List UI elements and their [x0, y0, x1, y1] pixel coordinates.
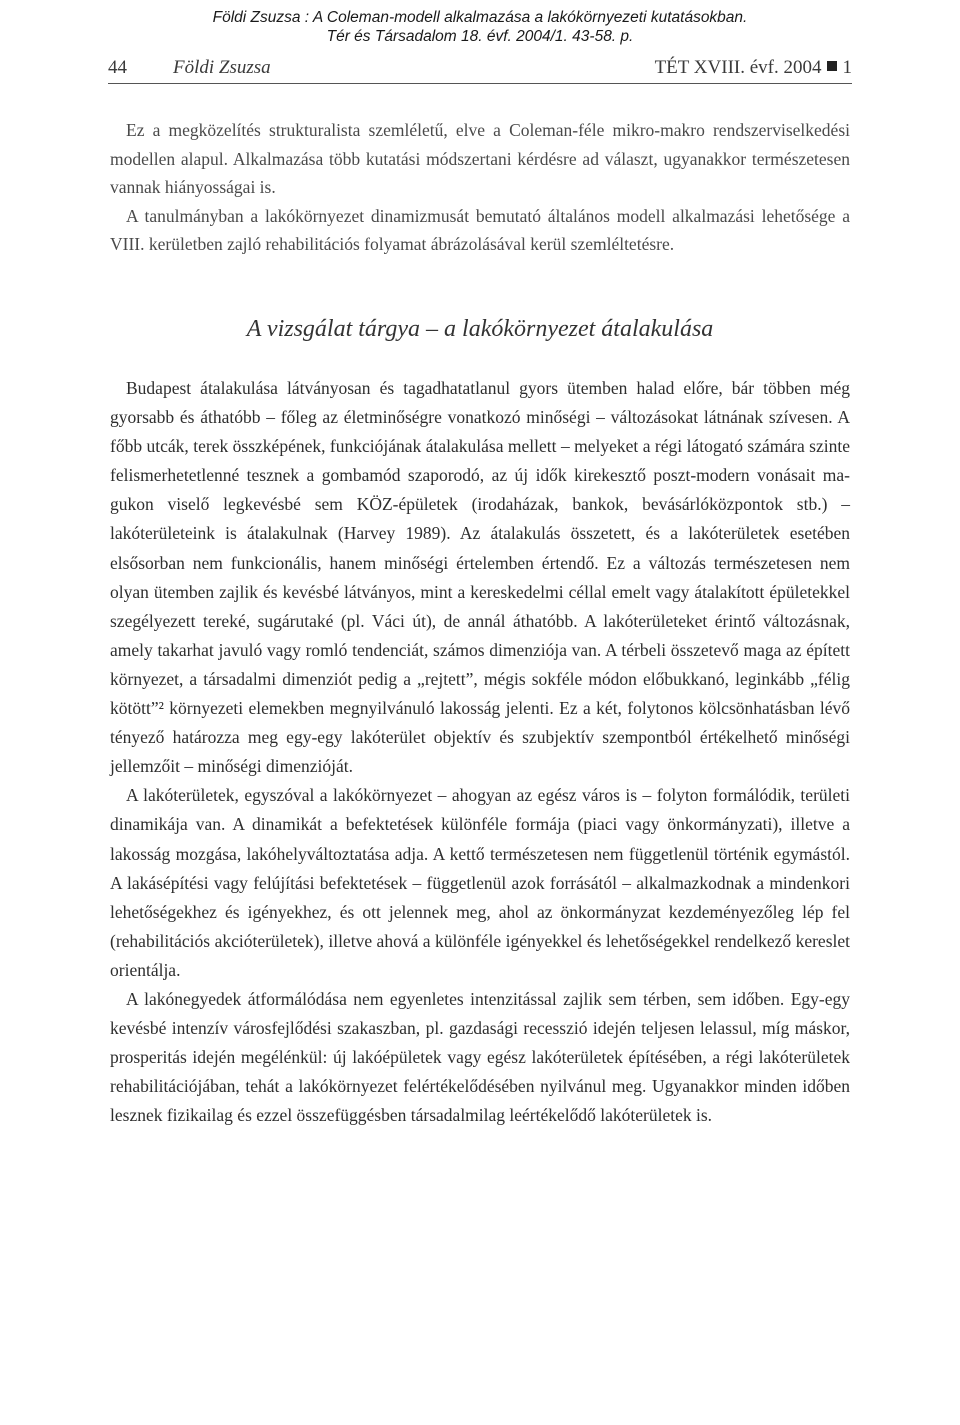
square-bullet-icon — [827, 61, 837, 71]
intro-paragraph: A tanulmányban a lakókörnyezet dinamizmusát bemutató általános modell alkalmazási lehetősége a VIII. kerületben zajló rehabilitációs folyamat ábrázolásával kerül szemléltetésre. — [110, 205, 850, 254]
body-paragraph: A lakónegyedek átformálódása nem egyenletes intenzitással zajlik sem térben, sem időben. Egy-egy kevésbé intenzív városfejlődési szakaszban, pl. gazdasági recesszió idején teljesen lelassul, míg máskor, prosperitás idején megélénkül: új lakóépületek vagy egész lakóterületek építésében, a régi lakóterületek rehabilitációjában, tehát a lakókörnyezet felértékelődésében nyilvánul meg. Ugyanakkor minden időben lesznek fizikailag és ezzel összefüggésben társadalmilag leértékelődő lakóterületek is. — [110, 988, 850, 1126]
page-number: 44 — [108, 57, 127, 78]
intro-text — [110, 116, 850, 259]
intro-paragraph: Ez a megközelítés strukturalista szemléletű, elve a Coleman-féle mikro-makro rendszerviselkedési modellen alapul. Alkalmazása több kutatási módszertani kérdésre ad választ, ugyanakkor természetesen vannak hiányosságai is. — [110, 120, 850, 197]
citation-line-1: Földi Zsuzsa : A Coleman-modell alkalmazása a lakókörnyezeti kutatásokban. — [212, 9, 748, 26]
body-paragraph: A lakóterületek, egyszóval a lakókörnyezet – ahogyan az egész város is – folyton formálódik, területi dinamikája van. A dinamikát a befektetések különféle formája (piaci vagy önkormányzati), illetve a lakosság mozgása, lakóhelyváltoztatása adja. A kettő természetesen nem függetlenül történik egymástól. A lakásépítési vagy felújítási befektetések – függetlenül azok forrásától – alkalmazkodnak a mindenkori lehetőségekhez és igényekhez, és ott jelennek meg, ahol az önkormányzat kezdeményezőleg lép fel (rehabilitációs akcióterületek), illetve ahová a különféle igényekkel és lehetőségekkel rendelkező kereslet orientálja. — [110, 785, 850, 980]
running-header — [108, 57, 852, 84]
journal-info — [655, 57, 852, 79]
citation-line-2: Tér és Társadalom 18. évf. 2004/1. 43-58. p. — [326, 28, 634, 45]
running-author: Földi Zsuzsa — [173, 57, 271, 78]
journal-name: TÉT XVIII. évf. 2004 — [654, 57, 822, 78]
body-paragraph: Budapest átalakulása látványosan és tagadhatatlanul gyors ütemben halad előre, bár többen még gyorsabb és áthatóbb – főleg az életminőségre vonatkozó minőségi – változásokat látnának szívesen. A főbb utcák, terek összképének, funkciójának átalakulása mellett – melyeket a régi látogató számára szinte felismerhetetlenné tesznek a gombamód szaporodó, az új idők kirekesztő poszt-modern vonásait magukon viselő legkevésbé sem KÖZ-épületek (irodaházak, bankok, bevásárlóközpontok stb.) – lakóterületeink is átalakulnak (Harvey 1989). Az átalakulás összetett, és a lakóterületek esetében elsősorban nem funkcionális, hanem minőségi értelemben értendő. Ez a változás természetesen nem olyan ütemben zajlik és kevésbé látványos, mint a kereskedelmi céllal emelt vagy átalakított épületekkel szegélyezett tereké, sugárutaké (pl. Váci út), de annál áthatóbb. A lakóterületeket érintő változásnak, amely takarhat javuló vagy romló tendenciát, számos dimenziója van. A térbeli összetevő maga az épített környezet, a társadalmi dimenziót pedig a „rejtett”, mégis sokféle módon előbukkanó, leginkább „félig kötött”² környezeti elemekben megnyilvánuló lakosság jelenti. Ez a két, folytonos kölcsönhatásban lévő tényező határozza meg egy-egy lakóterület objektív és szubjektív szempontból értékelhető minőségi jellemzőit – minőségi dimenzióját. — [110, 378, 850, 777]
issue-number: 1 — [842, 57, 852, 78]
section-title: A vizsgálat tárgya – a lakókörnyezet átalakulása — [246, 316, 714, 342]
body-text — [110, 374, 850, 1130]
citation-block — [0, 8, 960, 46]
